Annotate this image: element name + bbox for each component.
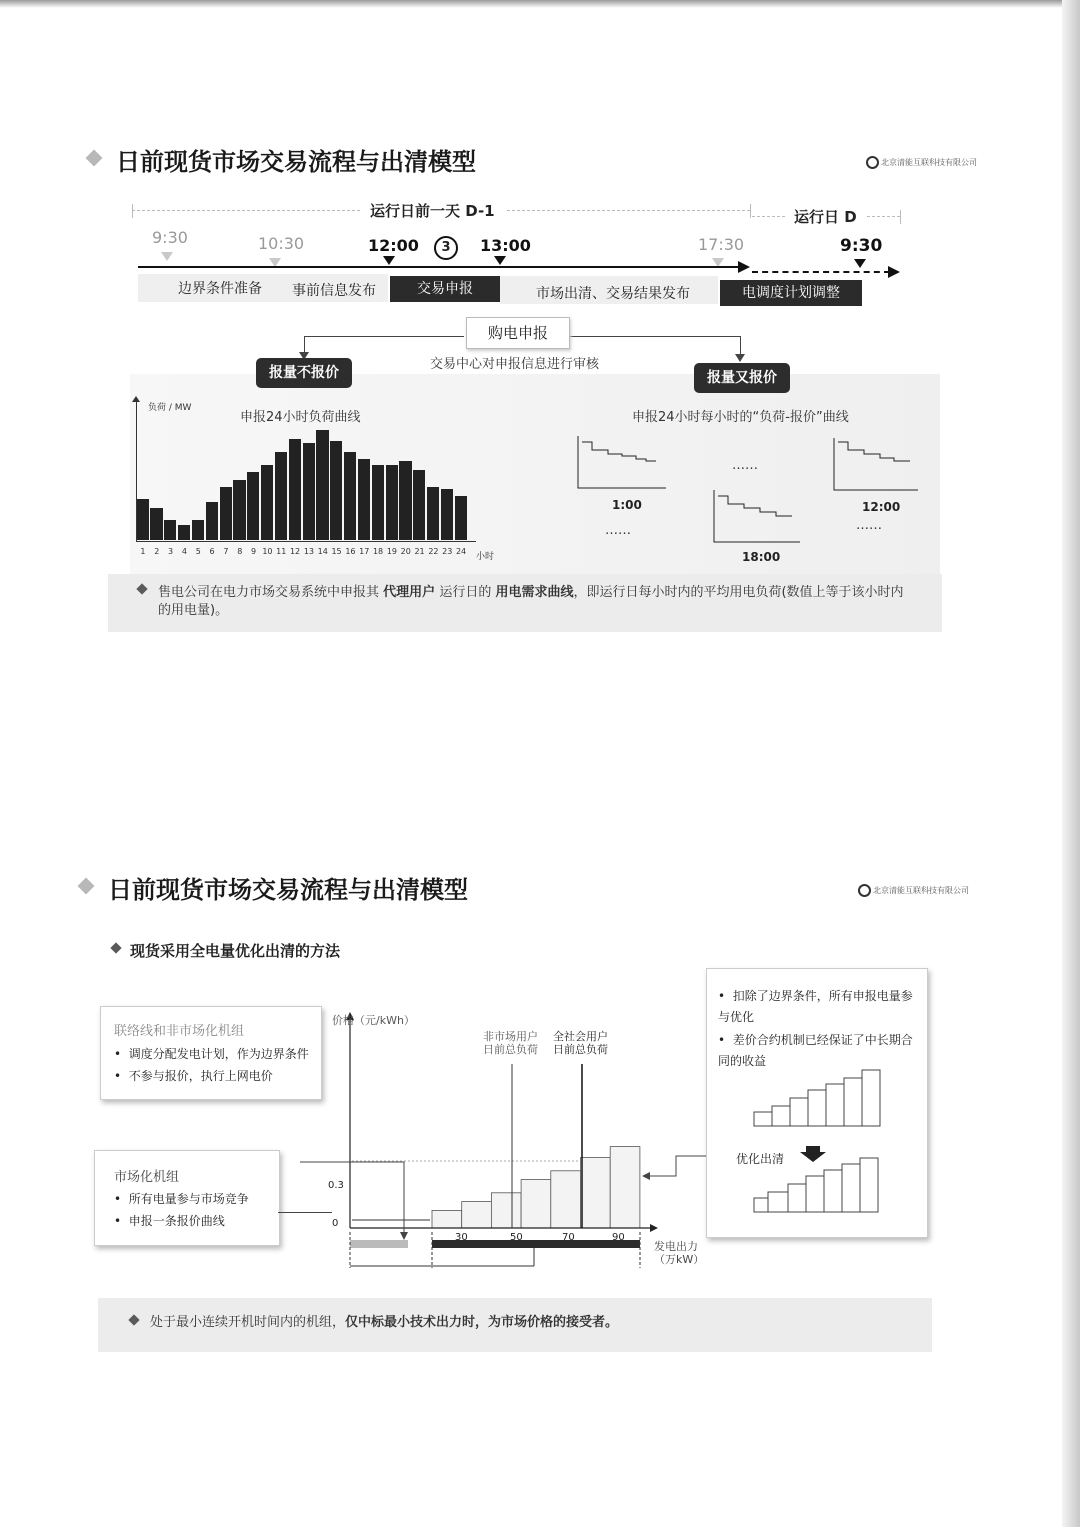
hour-tick-11: 11 [276, 547, 287, 556]
slide2-title: 日前现货市场交易流程与出清模型 [108, 876, 468, 904]
slide1-title: 日前现货市场交易流程与出清模型 [116, 148, 476, 176]
load-bar-5 [192, 520, 204, 540]
clearing-bar-3 [521, 1180, 551, 1228]
xtick-70: 70 [562, 1232, 575, 1243]
step-3-badge: 3 [434, 236, 458, 260]
load-bar-21 [413, 470, 425, 540]
marker-0930 [161, 252, 173, 261]
hour-tick-19: 19 [386, 547, 397, 556]
box-market-item-1: • 所有电量参与市场竞争 [114, 1192, 249, 1206]
note-1-bold1: 代理用户 [383, 585, 436, 600]
hour-tick-4: 4 [181, 547, 187, 556]
step-dispatch-adjust: 电调度计划调整 [720, 280, 862, 306]
box-market-title: 市场化机组 [114, 1170, 180, 1185]
clearing-bar-1 [462, 1202, 492, 1228]
clearing-bar-4 [551, 1171, 581, 1228]
ytick-03: 0.3 [328, 1180, 344, 1191]
d1-bracket-right [750, 204, 751, 218]
mini-curve-3 [718, 496, 792, 516]
flow-line-left [304, 336, 464, 337]
xtick-90: 90 [612, 1232, 625, 1243]
pill-quantity-price: 报量又报价 [694, 363, 790, 393]
box-opt-item-1: • 扣除了边界条件，所有申报电量参与优化 [718, 989, 913, 1024]
optimization-stair-graphic [748, 1066, 888, 1216]
load-bar-2 [150, 508, 162, 540]
vline-2-line2: 日前总负荷 [553, 1043, 608, 1056]
opt-item-1-text: 扣除了边界条件，所有申报电量参与优化 [718, 989, 913, 1024]
box-opt-item-2: • 差价合约机制已经保证了中长期合同的收益 [718, 1033, 913, 1068]
load-bar-6 [206, 502, 218, 541]
note-1-part1: 售电公司在电力市场交易系统中申报其 [158, 585, 380, 600]
xtick-50: 50 [510, 1232, 523, 1243]
step-info-publish: 事前信息发布 [292, 283, 376, 299]
load-bar-12 [289, 439, 301, 540]
ytick-0: 0 [332, 1218, 339, 1229]
clearing-bar-6 [610, 1147, 640, 1228]
flow-arrow-right-icon [735, 354, 745, 362]
hour-tick-10: 10 [262, 547, 273, 556]
title2-diamond-icon [78, 878, 95, 895]
timeline-dashed [752, 271, 890, 273]
market-item-1-text: 所有电量参与市场竞争 [128, 1192, 249, 1206]
left-chart-plot [136, 430, 468, 540]
mini-label-1: 1:00 [612, 498, 642, 512]
load-bar-20 [399, 461, 411, 540]
vline-society-label [553, 1030, 608, 1056]
clearing-bar-5 [581, 1158, 611, 1228]
hour-tick-24: 24 [455, 547, 467, 556]
mini-label-12: 12:00 [862, 500, 901, 514]
clearing-bar-2 [491, 1193, 521, 1228]
timeline-dashed-arrow-icon [888, 266, 900, 278]
hour-tick-7: 7 [223, 547, 229, 556]
hour-tick-21: 21 [414, 547, 425, 556]
load-bar-1 [137, 499, 149, 540]
load-bar-17 [358, 459, 370, 540]
clearing-ylabel: 价格（元/kWh） [332, 1014, 415, 1027]
d-bracket-right [900, 210, 901, 224]
load-bar-16 [344, 452, 356, 540]
load-bar-22 [427, 487, 439, 540]
time-1030: 10:30 [258, 234, 305, 253]
load-bar-10 [261, 465, 273, 540]
vline-1-line2: 日前总负荷 [483, 1043, 538, 1056]
xlabel-line1: 发电出力 [654, 1240, 698, 1253]
hour-tick-1: 1 [140, 547, 146, 556]
mini-label-18: 18:00 [742, 550, 781, 564]
marker-1200 [383, 256, 395, 265]
clearing-bars [432, 1147, 640, 1228]
note-text-1 [158, 584, 908, 620]
vline-2-line1: 全社会用户 [553, 1030, 608, 1043]
page-top-shadow [0, 0, 1080, 8]
load-bar-18 [372, 465, 384, 540]
mini-curve-1 [582, 442, 656, 461]
flow-line-right-down [740, 336, 741, 356]
time-0930: 9:30 [152, 228, 188, 247]
hour-tick-22: 22 [428, 547, 439, 556]
clearing-bar-0 [432, 1210, 462, 1228]
page-right-shadow [1062, 0, 1080, 1527]
ellipsis-2: …… [605, 523, 631, 538]
box-nonmarket-item-2: • 不参与报价，执行上网电价 [114, 1069, 273, 1083]
note-2-bold: 仅中标最小技术出力时，为市场价格的接受者。 [345, 1315, 619, 1330]
logo-text-cn-2: 北京清能互联科技有限公司 [873, 886, 969, 895]
vline-nonmarket-label [483, 1030, 538, 1056]
time-1730: 17:30 [698, 235, 745, 254]
hour-tick-5: 5 [195, 547, 201, 556]
logo-text-cn: 北京清能互联科技有限公司 [881, 158, 977, 167]
note-text-2 [150, 1314, 618, 1332]
d1-bracket-left [132, 204, 133, 218]
segment-nonmarket [350, 1240, 408, 1248]
nonmarket-item-1-text: 调度分配发电计划，作为边界条件 [128, 1047, 309, 1061]
hour-tick-17: 17 [359, 547, 370, 556]
left-chart-xticks [136, 547, 468, 559]
xtick-30: 30 [455, 1232, 468, 1243]
day-before-label: 运行日前一天 D-1 [360, 200, 505, 221]
left-chart-title: 申报24小时负荷曲线 [240, 410, 361, 425]
note-2-part1: 处于最小连续开机时间内的机组， [150, 1315, 346, 1330]
company-logo-2 [858, 884, 969, 897]
run-day-label: 运行日 D [786, 206, 865, 227]
left-chart-xaxis [136, 541, 476, 542]
nonmarket-item-2-text: 不参与报价，执行上网电价 [128, 1069, 273, 1083]
title-diamond-icon [86, 150, 103, 167]
hour-tick-23: 23 [442, 547, 453, 556]
load-bar-13 [303, 443, 315, 540]
mini-curve-2 [838, 442, 910, 461]
vline-1-line1: 非市场用户 [483, 1030, 538, 1043]
clearing-xaxis-arrow-icon [650, 1224, 658, 1232]
hour-tick-20: 20 [400, 547, 411, 556]
load-bar-11 [275, 452, 287, 540]
step-boundary: 边界条件准备 [178, 281, 262, 297]
down-arrow-icon [800, 1146, 826, 1162]
note-1-bold2: 用电需求曲线 [495, 585, 574, 600]
timeline-axis [138, 266, 740, 268]
flow-line-right [570, 336, 740, 337]
left-chart-xunit: 小时 [476, 552, 495, 562]
load-bar-15 [330, 441, 342, 540]
left-chart-ylabel: 负荷 / MW [148, 403, 192, 413]
market-item-2-text: 申报一条报价曲线 [128, 1214, 225, 1228]
connector-top-box [300, 1106, 404, 1234]
hour-tick-16: 16 [345, 547, 356, 556]
opt-item-2-text: 差价合约机制已经保证了中长期合同的收益 [718, 1033, 913, 1068]
timeline-arrow-icon [738, 261, 750, 273]
load-bar-7 [220, 487, 232, 540]
marker-0930-d [854, 259, 866, 268]
box-nonmarket-title: 联络线和非市场化机组 [114, 1024, 245, 1039]
time-0930-d: 9:30 [840, 236, 883, 256]
review-text: 交易中心对申报信息进行审核 [430, 357, 600, 372]
pill-quantity-only: 报量不报价 [256, 358, 352, 388]
time-1300: 13:00 [480, 236, 531, 255]
hour-tick-13: 13 [303, 547, 314, 556]
mini-axis-1 [578, 436, 666, 488]
load-bar-4 [178, 525, 190, 540]
step-clearing: 市场出清、交易结果发布 [536, 286, 690, 302]
slide2-subtitle: 现货采用全电量优化出清的方法 [130, 942, 341, 960]
hour-tick-12: 12 [289, 547, 301, 556]
mini-axis-2 [834, 438, 918, 490]
ellipsis-1: …… [732, 458, 758, 473]
company-logo [866, 156, 977, 169]
ellipsis-3: …… [856, 518, 882, 533]
hour-tick-6: 6 [209, 547, 215, 556]
load-bar-23 [441, 489, 453, 540]
load-bar-9 [247, 472, 259, 540]
load-bar-19 [386, 465, 398, 540]
note-1-part2: 运行日的 [439, 585, 492, 600]
load-bar-8 [233, 480, 245, 541]
hour-tick-3: 3 [168, 547, 174, 556]
purchase-declare-box: 购电申报 [466, 317, 570, 349]
connector-bottom-box [278, 1212, 332, 1213]
step-trade-declare: 交易申报 [390, 276, 500, 302]
box-market-item-2: • 申报一条报价曲线 [114, 1214, 225, 1228]
hour-tick-15: 15 [331, 547, 342, 556]
hour-tick-18: 18 [372, 547, 384, 556]
load-bar-24 [455, 496, 467, 540]
yaxis-arrow-icon [132, 396, 140, 402]
connector-right-box [640, 1154, 710, 1194]
connector-arrow-icon [400, 1232, 408, 1240]
hour-tick-2: 2 [154, 547, 160, 556]
note-1-part3: ，即运行日每小时内的平均用电负荷(数值上等于该小时内的用电量)。 [158, 585, 904, 618]
logo-icon-2 [858, 884, 871, 897]
hour-tick-8: 8 [237, 547, 243, 556]
logo-icon [866, 156, 879, 169]
box-nonmarket-item-1: • 调度分配发电计划，作为边界条件 [114, 1047, 309, 1061]
optimize-label: 优化出清 [736, 1152, 785, 1166]
hour-tick-14: 14 [317, 547, 328, 556]
xlabel-line2: （万kW） [654, 1253, 705, 1266]
marker-1300 [494, 256, 506, 265]
subtitle-bullet-icon [110, 942, 121, 953]
clearing-xlabel [654, 1240, 704, 1266]
hour-tick-9: 9 [251, 547, 257, 556]
load-bar-14 [316, 430, 328, 540]
right-chart-title: 申报24小时每小时的“负荷-报价”曲线 [632, 410, 849, 425]
load-bar-3 [164, 520, 176, 540]
time-1200: 12:00 [368, 236, 419, 255]
